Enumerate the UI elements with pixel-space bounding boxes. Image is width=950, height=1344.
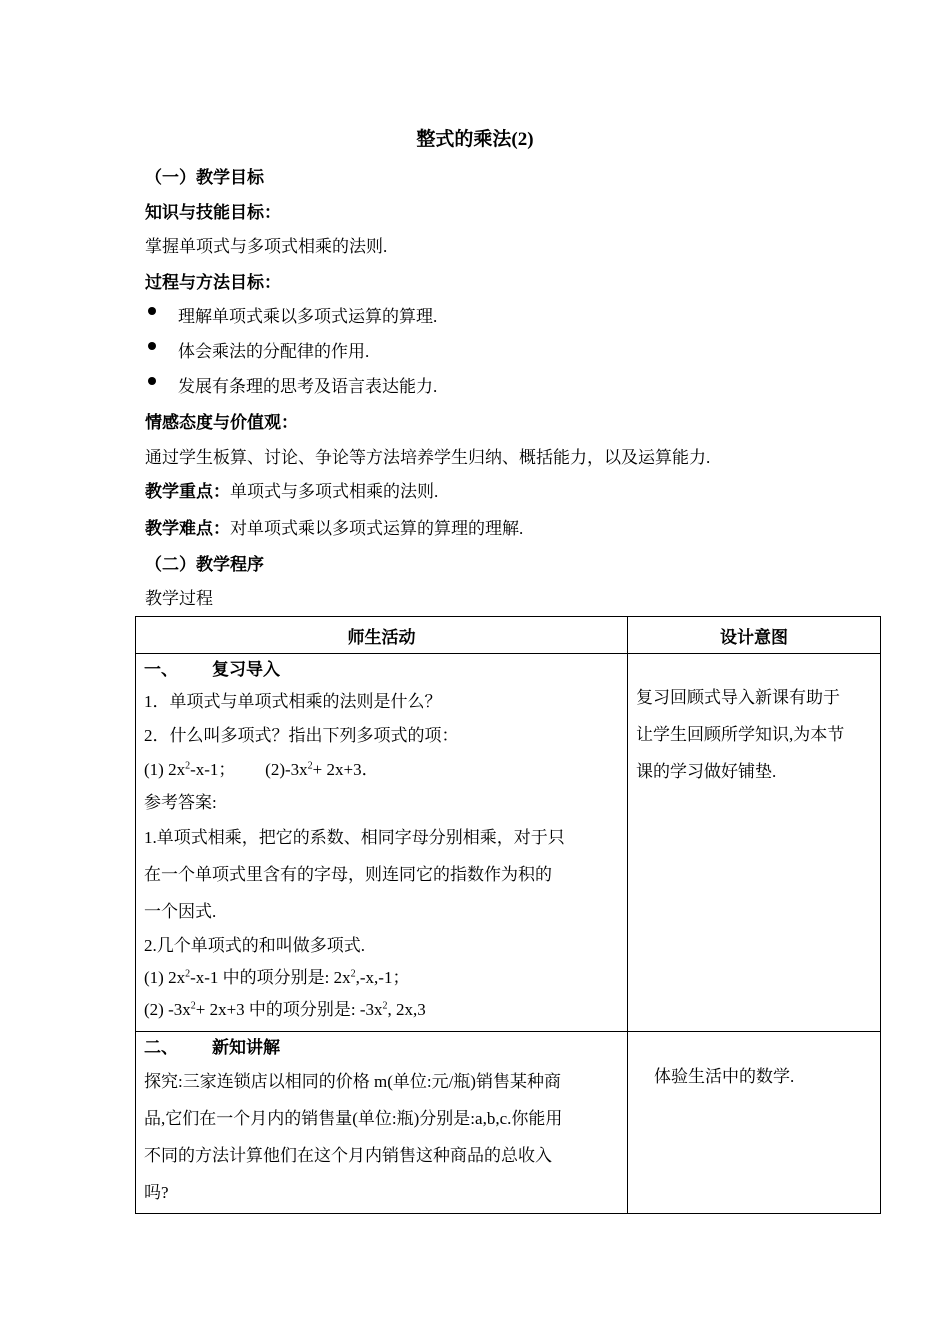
section-title: 复习导入 bbox=[212, 660, 280, 679]
answer-1-line-2: 在一个单项式里含有的字母，则连同它的指数作为积的 bbox=[144, 865, 552, 884]
section-number: 二、 bbox=[144, 1038, 178, 1057]
answer-1-line-1: 1.单项式相乘，把它的系数、相同字母分别相乘，对于只 bbox=[144, 828, 565, 847]
page-title: 整式的乘法(2) bbox=[416, 129, 534, 150]
difficulty-label: 教学难点： bbox=[145, 519, 230, 538]
process-item: 体会乘法的分配律的作用. bbox=[178, 342, 370, 361]
process-label: 教学过程 bbox=[145, 589, 213, 608]
difficulty-point bbox=[145, 514, 523, 539]
process-item: 发展有条理的思考及语言表达能力. bbox=[178, 377, 438, 396]
design-cell bbox=[628, 1032, 881, 1214]
bullet-icon bbox=[148, 342, 156, 350]
design-line-2: 让学生回顾所学知识,为本节 bbox=[636, 725, 845, 744]
design-line-1: 复习回顾式导入新课有助于 bbox=[636, 688, 840, 707]
knowledge-text: 掌握单项式与多项式相乘的法则. bbox=[145, 237, 388, 256]
difficulty-text: 对单项式乘以多项式运算的算理的理解. bbox=[230, 519, 524, 538]
section-heading bbox=[144, 655, 619, 685]
goals-heading: （一）教学目标 bbox=[145, 168, 264, 187]
exploration-line-4: 吗? bbox=[144, 1183, 169, 1202]
reference-answer-label: 参考答案: bbox=[144, 793, 217, 812]
emotion-text: 通过学生板算、讨论、争论等方法培养学生归纳、概括能力，以及运算能力. bbox=[145, 448, 711, 467]
design-text: 体验生活中的数学. bbox=[654, 1067, 795, 1086]
bullet-icon bbox=[148, 307, 156, 315]
key-label: 教学重点： bbox=[145, 482, 230, 501]
bullet-icon bbox=[148, 377, 156, 385]
design-cell bbox=[628, 654, 881, 1032]
question-1: 1．单项式与单项式相乘的法则是什么？ bbox=[144, 692, 442, 711]
activity-cell bbox=[136, 1032, 628, 1214]
key-point bbox=[145, 477, 438, 502]
col-header-activities: 师生活动 bbox=[136, 617, 628, 654]
answer-3: (1) $2x^2-x-1$ 中的项分别是: $2x^2,-x,-1$； bbox=[144, 968, 410, 987]
exploration-line-1: 探究:三家连锁店以相同的价格 m(单位:元/瓶)销售某种商 bbox=[144, 1072, 561, 1091]
section-title: 新知讲解 bbox=[212, 1038, 280, 1057]
process-heading: 过程与方法目标： bbox=[145, 273, 281, 292]
answer-2: 2.几个单项式的和叫做多项式. bbox=[144, 936, 365, 955]
question-2: 2．什么叫多项式？指出下列多项式的项： bbox=[144, 726, 459, 745]
key-text: 单项式与多项式相乘的法则. bbox=[230, 482, 439, 501]
process-item: 理解单项式乘以多项式运算的算理. bbox=[178, 307, 438, 326]
knowledge-heading: 知识与技能目标： bbox=[145, 203, 281, 222]
procedure-heading: （二）教学程序 bbox=[145, 555, 264, 574]
exploration-line-2: 品,它们在一个月内的销售量(单位:瓶)分别是:a,b,c.你能用 bbox=[144, 1109, 563, 1128]
table-row bbox=[136, 1032, 881, 1214]
exploration-line-3: 不同的方法计算他们在这个月内销售这种商品的总收入 bbox=[144, 1146, 552, 1165]
answer-1-line-3: 一个因式. bbox=[144, 902, 217, 921]
example-polynomials: (1) $2x^2-x-1$； $(2)-3x^2+ 2x+3$． bbox=[144, 760, 379, 779]
table-header-row bbox=[136, 617, 881, 654]
col-header-design: 设计意图 bbox=[628, 617, 881, 654]
table-row bbox=[136, 654, 881, 1032]
section-heading bbox=[144, 1033, 619, 1063]
design-line-3: 课的学习做好铺垫. bbox=[636, 762, 777, 781]
answer-4: (2) $-3x^2+ 2x+3$ 中的项分别是: $-3x^2$, 2x,3 bbox=[144, 1000, 426, 1019]
activity-cell bbox=[136, 654, 628, 1032]
section-number: 一、 bbox=[144, 660, 178, 679]
emotion-heading: 情感态度与价值观： bbox=[145, 413, 298, 432]
lesson-table bbox=[135, 616, 881, 1214]
